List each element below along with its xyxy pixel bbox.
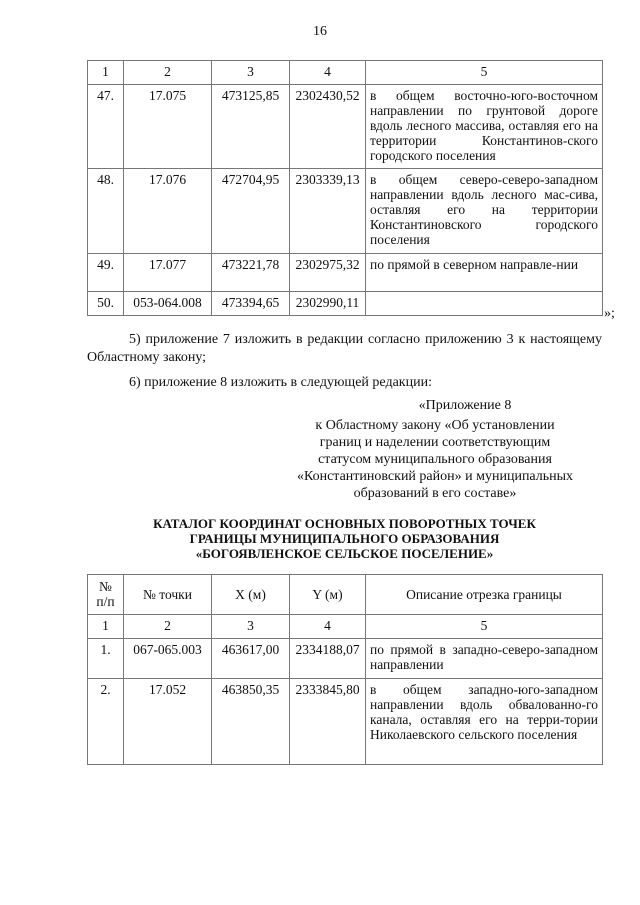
x-coordinate: 473394,65 xyxy=(212,292,290,316)
column-number-row xyxy=(88,615,603,639)
catalog-title xyxy=(87,516,602,561)
coordinates-table xyxy=(87,574,603,765)
point-number: 067-065.003 xyxy=(124,639,212,679)
y-coordinate: 2333845,80 xyxy=(290,679,366,765)
col-number: 5 xyxy=(366,61,603,85)
y-coordinate: 2303339,13 xyxy=(290,169,366,254)
point-number: 17.052 xyxy=(124,679,212,765)
x-coordinate: 473125,85 xyxy=(212,85,290,169)
col-number: 5 xyxy=(366,615,603,639)
segment-description: в общем западно-юго-западном направлении вдоль обвалованно-го канала, оставляя его на терри-тории Николаевского сельского поселения xyxy=(366,679,603,765)
coordinates-table-continued xyxy=(87,60,603,316)
appendix-line: границ и наделении соответствующим xyxy=(319,435,551,450)
paragraph-item-6: 6) приложение 8 изложить в следующей редакции: xyxy=(129,375,432,390)
row-number: 48. xyxy=(88,169,124,254)
y-coordinate: 2334188,07 xyxy=(290,639,366,679)
title-line: КАТАЛОГ КООРДИНАТ ОСНОВНЫХ ПОВОРОТНЫХ ТОЧЕК xyxy=(153,516,536,531)
segment-description: по прямой в северном направле-нии xyxy=(366,254,603,292)
col-number: 3 xyxy=(212,615,290,639)
table-row xyxy=(88,292,603,316)
header-x: X (м) xyxy=(212,575,290,615)
title-line: ГРАНИЦЫ МУНИЦИПАЛЬНОГО ОБРАЗОВАНИЯ xyxy=(189,531,500,546)
header-point-number: № точки xyxy=(124,575,212,615)
row-number: 50. xyxy=(88,292,124,316)
paragraph-item-5: 5) приложение 7 изложить в редакции согласно приложению 3 к настоящему Областному закону; xyxy=(87,332,602,365)
table-header-row xyxy=(88,575,603,615)
title-line: «БОГОЯВЛЕНСКОЕ СЕЛЬСКОЕ ПОСЕЛЕНИЕ» xyxy=(195,546,494,561)
row-number: 2. xyxy=(88,679,124,765)
table-row xyxy=(88,679,603,765)
appendix-line: статусом муниципального образования xyxy=(318,452,552,467)
point-number: 17.077 xyxy=(124,254,212,292)
y-coordinate: 2302430,52 xyxy=(290,85,366,169)
appendix-line: «Константиновский район» и муниципальных xyxy=(296,469,574,484)
row-number: 49. xyxy=(88,254,124,292)
col-number: 1 xyxy=(88,61,124,85)
y-coordinate: 2302990,11 xyxy=(290,292,366,316)
appendix-line: «Приложение 8 xyxy=(418,398,512,413)
page-number: 16 xyxy=(313,24,327,39)
point-number: 17.075 xyxy=(124,85,212,169)
segment-description: в общем северо-северо-западном направлении вдоль лесного мас-сива, оставляя его на территории Константиновского городского поселения xyxy=(366,169,603,254)
table-row xyxy=(88,85,603,169)
x-coordinate: 472704,95 xyxy=(212,169,290,254)
point-number: 053-064.008 xyxy=(124,292,212,316)
appendix-line: к Областному закону «Об установлении xyxy=(315,418,555,433)
segment-description: по прямой в западно-северо-западном направлении xyxy=(366,639,603,679)
col-number: 2 xyxy=(124,615,212,639)
table-row xyxy=(88,254,603,292)
quote-end-mark: »; xyxy=(604,306,615,321)
table-row xyxy=(88,169,603,254)
col-number: 1 xyxy=(88,615,124,639)
segment-description xyxy=(366,292,603,316)
y-coordinate: 2302975,32 xyxy=(290,254,366,292)
point-number: 17.076 xyxy=(124,169,212,254)
appendix-line: образований в его составе» xyxy=(353,486,517,501)
appendix-header xyxy=(280,397,590,502)
col-number: 4 xyxy=(290,615,366,639)
x-coordinate: 463617,00 xyxy=(212,639,290,679)
col-number: 2 xyxy=(124,61,212,85)
table-row xyxy=(88,639,603,679)
col-number: 4 xyxy=(290,61,366,85)
header-y: Y (м) xyxy=(290,575,366,615)
header-row-number: № п/п xyxy=(88,575,124,615)
header-description: Описание отрезка границы xyxy=(366,575,603,615)
row-number: 1. xyxy=(88,639,124,679)
segment-description: в общем восточно-юго-восточном направлении по грунтовой дороге вдоль лесного массива, оставляя его на территории Константинов-ского городского поселения xyxy=(366,85,603,169)
row-number: 47. xyxy=(88,85,124,169)
x-coordinate: 473221,78 xyxy=(212,254,290,292)
column-number-row xyxy=(88,61,603,85)
col-number: 3 xyxy=(212,61,290,85)
x-coordinate: 463850,35 xyxy=(212,679,290,765)
